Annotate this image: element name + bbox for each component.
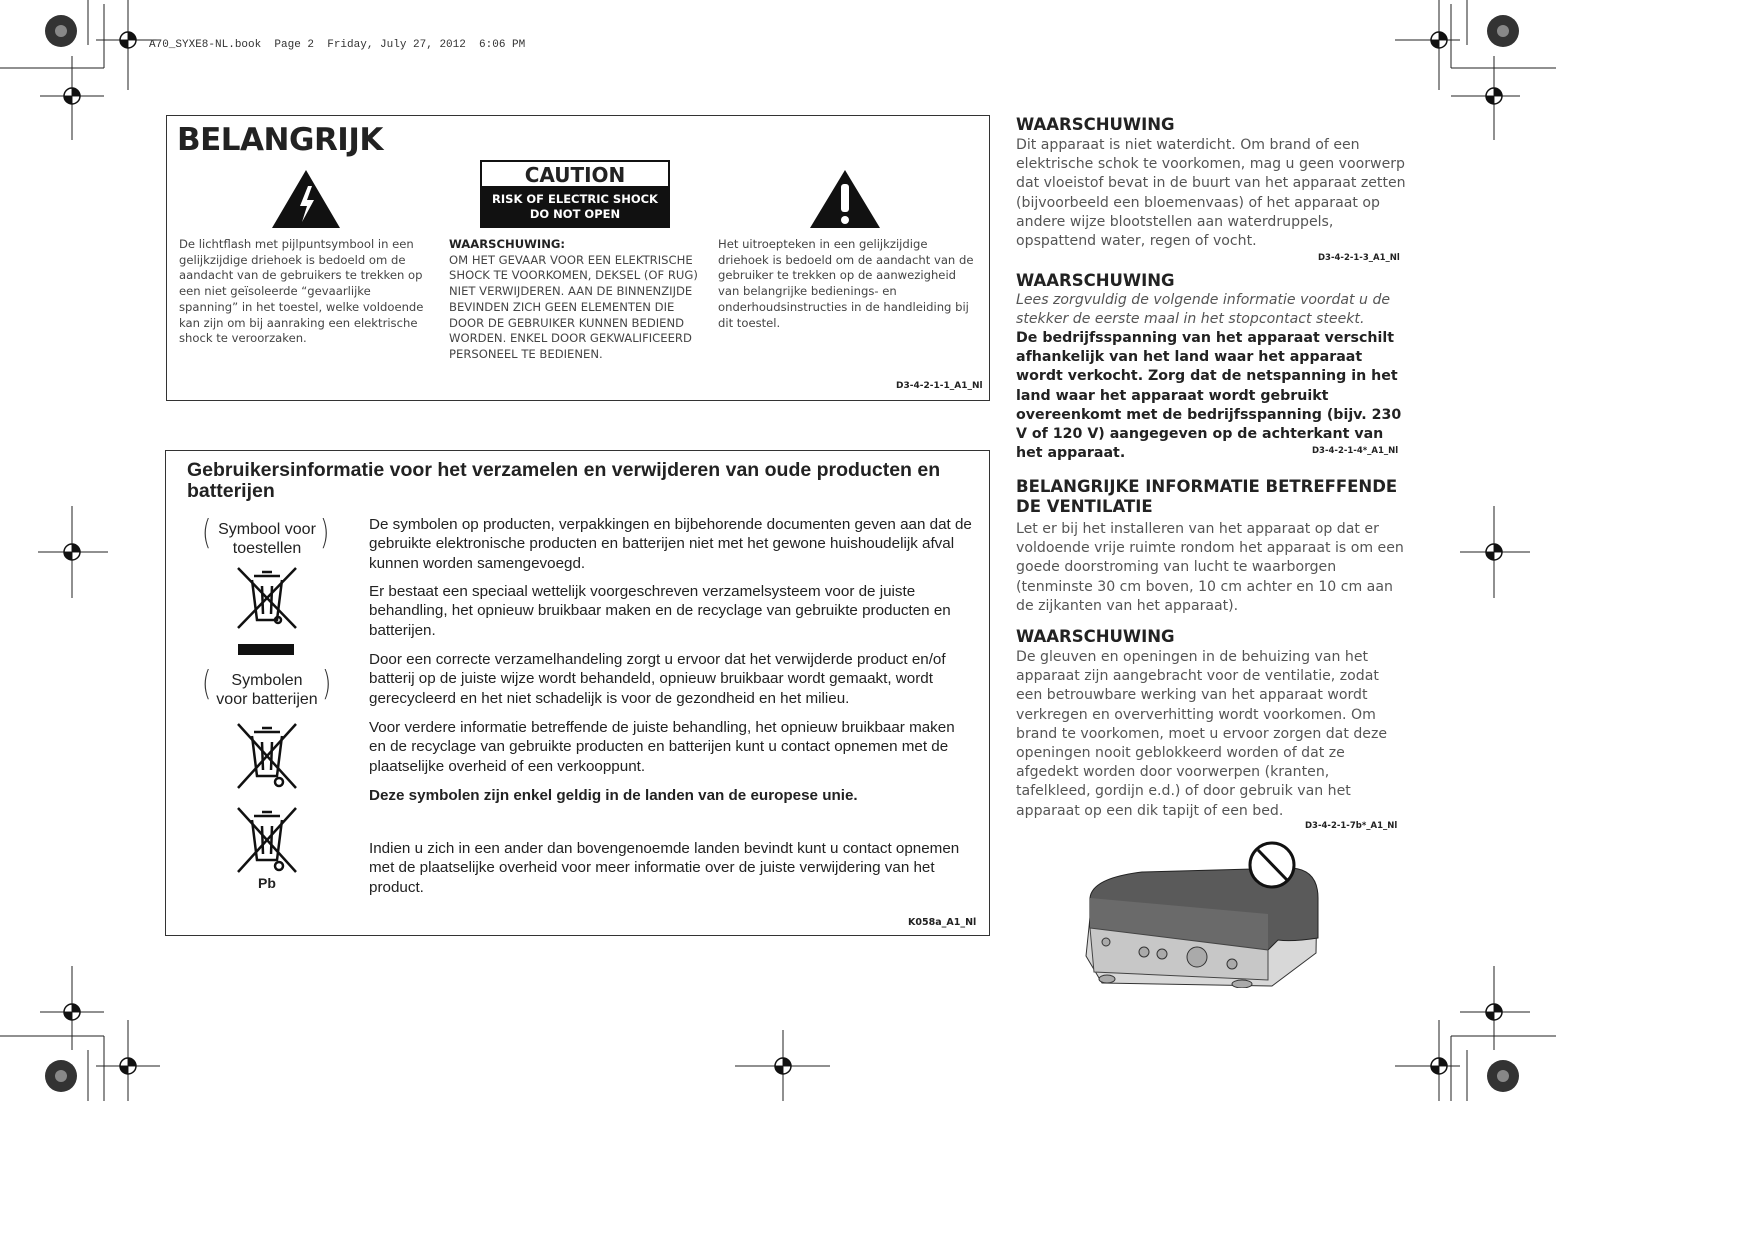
weee-paragraph-1: De symbolen op producten, verpakkingen en bijbehorende documenten geven aan dat de gebruikte elektronische producten en batterijen niet met het gewone huishoudelijk afval kunnen worden samengevoegd. [369, 516, 972, 572]
caution-line-2: DO NOT OPEN [529, 207, 621, 221]
caution-label [480, 160, 670, 228]
ventilation-text: Let er bij het installeren van het apparaat op dat er voldoende vrije ruimte rondom het apparaat is om een goede doorstroming van lucht te waarborgen (tenminste 30 cm boven, 10 cm achter en 10 cm aan de zijkanten van het apparaat). [1016, 521, 1404, 614]
important-title: BELANGRIJK [177, 122, 383, 158]
bracket-close-icon: ) [319, 513, 330, 553]
book-header-line: A70_SYXE8-NL.book Page 2 Friday, July 27, 2012 6:06 PM [149, 39, 526, 51]
crossed-bin-icon [232, 562, 302, 658]
weee-paragraph-4: Voor verdere informatie betreffende de juiste behandling, het opnieuw bruikbaar maken en de recyclage van gebruikte producten en batterijen kunt u contact opnemen met de plaatselijke overheid of een verkooppunt. [369, 719, 955, 775]
bracket-open-icon: ( [201, 513, 212, 553]
bracket-close-icon: ) [321, 664, 332, 704]
ventilation-heading [1016, 477, 1397, 517]
warning-text: OM HET GEVAAR VOOR EEN ELEKTRISCHE SHOCK TE VOORKOMEN, DEKSEL (OF RUG) NIET VERWIJDEREN. AAN DE BINNENZIJDE BEVINDEN ZICH GEEN ELEMENTEN DIE DOOR DE GEBRUIKER KUNNEN BEDIEND WORDEN. ENKEL DOOR GEKWALIFICEERD PERSONEEL TE BEDIENEN. [449, 252, 698, 361]
caution-title: CAUTION [482, 162, 668, 188]
warning-bold-2: De bedrijfsspanning van het apparaat verschilt afhankelijk van het land waar het apparaat wordt verkocht. Zorg dat de netspanning in het land waar het apparaat wordt gebruikt overeenkomt met de bedrijfsspanning (bijv. 230 V of 120 V) aangegeven op de achterkant van het apparaat. [1016, 330, 1402, 462]
lightning-explanation: De lichtflash met pijlpuntsymbool in een gelijkzijdige driehoek is bedoeld om de aandacht van de gebruikers te trekken op een niet geïsoleerde “gevaarlijke spanning” in het toestel, welke voldoende kan zijn om bij aanraking een elektrische shock te veroorzaken. [179, 237, 424, 346]
caution-line-1: RISK OF ELECTRIC SHOCK [492, 192, 658, 206]
weee-title: Gebruikersinformatie voor het verzamelen en verwijderen van oude producten en batterijen [187, 459, 941, 502]
symbol-batteries-label: Symbolen voor batterijen [216, 672, 318, 708]
bracket-open-icon: ( [201, 664, 212, 704]
warning-text-1: Dit apparaat is niet waterdicht. Om brand of een elektrische schok te voorkomen, mag u geen voorwerp dat vloeistof bevat in de buurt van het apparaat zetten (bijvoorbeeld een bloemenvaas) of het apparaat op andere wijze blootstellen aan waterdruppels, opspattend water, regen of vocht. [1016, 137, 1406, 250]
reference-code: K058a_A1_Nl [908, 917, 977, 928]
warning-heading-1: WAARSCHUWING [1016, 115, 1175, 134]
reference-code: D3-4-2-1-4*_A1_Nl [1312, 446, 1399, 456]
pb-label: Pb [258, 875, 276, 891]
crossed-battery-bin-pb-icon [232, 804, 302, 878]
exclamation-explanation: Het uitroepteken in een gelijkzijdige driehoek is bedoeld om de aandacht van de gebruiker te trekken op de aanwezigheid van belangrijke bedienings- en onderhoudsinstructies in de handleiding bij dit toestel. [718, 237, 974, 330]
exclamation-warning-icon [808, 168, 882, 230]
warning-heading-2: WAARSCHUWING [1016, 271, 1175, 290]
covered-amplifier-illustration [1082, 838, 1322, 988]
crossed-battery-bin-icon [232, 720, 302, 794]
warning-heading: WAARSCHUWING: [449, 237, 566, 251]
ventilation-heading-line-1: BELANGRIJKE INFORMATIE BETREFFENDE [1016, 477, 1398, 496]
weee-paragraph-other: Indien u zich in een ander dan bovengenoemde landen bevindt kunt u contact opnemen met de plaatselijke overheid voor meer informatie over de juiste verwijdering van het product. [369, 840, 960, 896]
reference-code: D3-4-2-1-3_A1_Nl [1318, 253, 1400, 263]
reference-code: D3-4-2-1-7b*_A1_Nl [1305, 821, 1398, 831]
reference-code: D3-4-2-1-1_A1_Nl [896, 381, 983, 391]
warning-explanation [449, 237, 705, 363]
caution-subtitle [482, 188, 668, 226]
warning-text-3: De gleuven en openingen in de behuizing van het apparaat zijn aangebracht voor de ventilatie, zodat een betrouwbare werking van het apparaat wordt verkregen en oververhitting wordt voorkomen. Om brand te voorkomen, moet u ervoor zorgen dat deze openingen nooit geblokkeerd worden of dat ze afgedekt worden door voorwerpen (kranten, tafelkleed, gordijn e.d.) of door gebruik van het apparaat op een dik tapijt of een bed. [1016, 649, 1388, 819]
lightning-warning-icon [270, 168, 342, 230]
weee-paragraph-2: Er bestaat een speciaal wettelijk voorgeschreven verzamelsysteem voor de juiste behandling, het opnieuw bruikbaar maken en de recyclage van gebruikte producten en batterijen. [369, 583, 951, 639]
warning-heading-3: WAARSCHUWING [1016, 627, 1175, 646]
weee-paragraph-eu: Deze symbolen zijn enkel geldig in de landen van de europese unie. [369, 787, 858, 804]
warning-italic-2: Lees zorgvuldig de volgende informatie voordat u de stekker de eerste maal in het stopcontact steekt. [1016, 292, 1391, 328]
ventilation-heading-line-2: DE VENTILATIE [1016, 497, 1153, 516]
weee-paragraph-3: Door een correcte verzamelhandeling zorgt u ervoor dat het verwijderde product en/of batterij op de juiste wijze wordt behandeld, opnieuw bruikbaar wordt gemaakt, wordt gerecycleerd en het niet schadelijk is voor de gezondheid en het milieu. [369, 651, 946, 707]
symbol-devices-label: Symbool voor toestellen [218, 521, 316, 557]
